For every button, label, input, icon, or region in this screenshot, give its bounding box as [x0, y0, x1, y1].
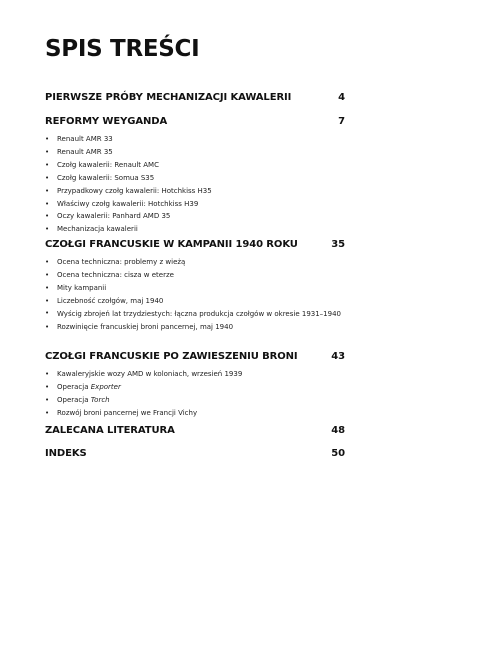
subsection-text: Przypadkowy czołg kawalerii: Hotchkiss H35	[57, 186, 212, 195]
subsection-text: Liczebność czołgów, maj 1940	[57, 296, 164, 305]
toc-section	[45, 115, 345, 236]
toc-section	[45, 91, 345, 105]
toc-entry[interactable]	[45, 115, 345, 129]
toc-entry[interactable]	[45, 447, 345, 461]
subsection-item[interactable]	[45, 269, 345, 282]
subsection-text: Renault AMR 35	[57, 147, 113, 156]
subsection-item[interactable]	[45, 172, 345, 185]
subsection-text: Oczy kawalerii: Panhard AMD 35	[57, 212, 171, 221]
section-page-number: 48	[331, 425, 345, 436]
subsection-item[interactable]	[45, 210, 345, 223]
subsection-text: Czołg kawalerii: Renault AMC	[57, 160, 159, 169]
subsection-italic-text: Torch	[90, 395, 110, 404]
subsection-item[interactable]	[45, 394, 345, 407]
subsection-text: Rozwój broni pancernej we Francji Vichy	[57, 408, 198, 417]
subsection-item[interactable]	[45, 133, 345, 146]
toc-section	[45, 350, 345, 420]
section-page-number: 43	[331, 351, 345, 362]
section-title: INDEKS	[45, 448, 87, 459]
section-title: REFORMY WEYGANDA	[45, 116, 168, 127]
subsection-item[interactable]	[45, 159, 345, 172]
subsection-item[interactable]	[45, 321, 345, 334]
toc-section	[45, 424, 345, 438]
subsection-list	[45, 256, 345, 334]
subsection-text: Renault AMR 33	[57, 135, 113, 143]
toc-entry[interactable]	[45, 424, 345, 438]
subsection-list	[45, 133, 345, 236]
subsection-text: Mity kampanii	[57, 283, 107, 292]
section-title: CZOŁGI FRANCUSKIE PO ZAWIESZENIU BRONI	[45, 351, 298, 362]
section-page-number: 4	[338, 92, 345, 103]
subsection-item[interactable]	[45, 295, 345, 308]
subsection-item[interactable]	[45, 282, 345, 295]
subsection-text: Ocena techniczna: cisza w eterze	[57, 270, 174, 279]
page-title: SPIS TREŚCI	[45, 36, 200, 62]
subsection-text: Ocena techniczna: problemy z wieżą	[57, 258, 186, 266]
section-page-number: 35	[331, 239, 345, 250]
subsection-text: Rozwinięcie francuskiej broni pancernej, maj 1940	[57, 323, 234, 332]
toc-entry[interactable]	[45, 350, 345, 364]
subsection-item[interactable]	[45, 407, 345, 420]
toc-section	[45, 238, 345, 334]
subsection-text: Operacja	[57, 382, 91, 391]
subsection-item[interactable]	[45, 381, 345, 394]
subsection-item[interactable]	[45, 146, 345, 159]
subsection-italic-text: Exporter	[90, 382, 121, 391]
section-page-number: 50	[331, 448, 345, 459]
subsection-item[interactable]	[45, 256, 345, 269]
subsection-text: Wyścig zbrojeń lat trzydziestych: łączna produkcja czołgów w okresie 1931–1940	[57, 309, 341, 318]
section-title: ZALECANA LITERATURA	[45, 425, 175, 436]
subsection-text: Właściwy czołg kawalerii: Hotchkiss H39	[57, 199, 199, 208]
subsection-item[interactable]	[45, 368, 345, 381]
subsection-item[interactable]	[45, 308, 345, 322]
toc-entry[interactable]	[45, 91, 345, 105]
subsection-item[interactable]	[45, 198, 345, 211]
subsection-text: Czołg kawalerii: Somua S35	[57, 173, 155, 182]
subsection-text: Mechanizacja kawalerii	[57, 225, 138, 234]
section-title: CZOŁGI FRANCUSKIE W KAMPANII 1940 ROKU	[45, 239, 298, 250]
toc-section	[45, 447, 345, 461]
subsection-item[interactable]	[45, 223, 345, 236]
subsection-list	[45, 368, 345, 420]
subsection-item[interactable]	[45, 185, 345, 198]
toc-entry[interactable]	[45, 238, 345, 252]
subsection-text: Kawaleryjskie wozy AMD w koloniach, wrzesień 1939	[57, 370, 243, 378]
section-title: PIERWSZE PRÓBY MECHANIZACJI KAWALERII	[45, 92, 292, 103]
subsection-text: Operacja	[57, 395, 91, 404]
section-page-number: 7	[338, 116, 345, 127]
